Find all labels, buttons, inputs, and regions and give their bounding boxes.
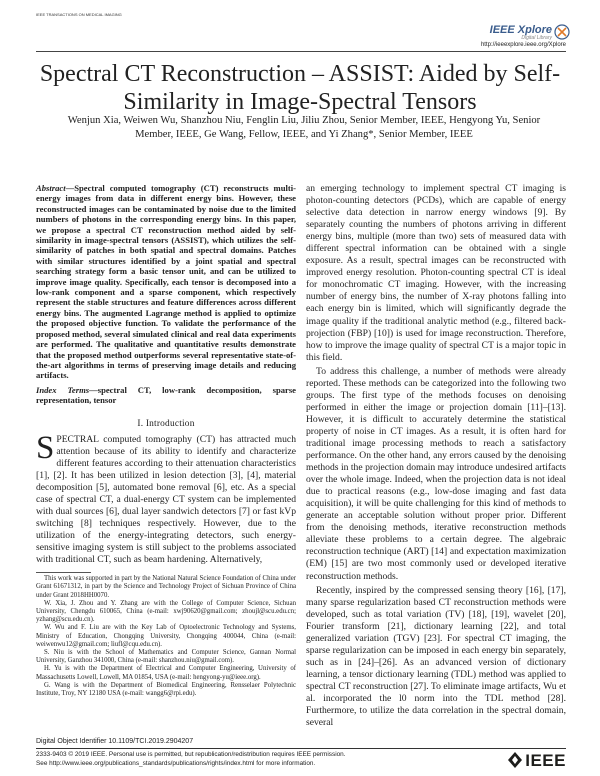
paper-title: Spectral CT Reconstruction – ASSIST: Aided by Self-Similarity in Image-Spectral Tensors: [39, 61, 561, 115]
ieee-xplore-brand: [490, 24, 552, 41]
copyright-line: 2333-9403 © 2019 IEEE. Personal use is permitted, but republication/redistribution requires IEEE permission.: [36, 751, 346, 758]
header-rule: [36, 51, 566, 52]
footnote-affiliation: H. Yu is with the Department of Electrical and Computer Engineering, University of Massachusetts Lowell, Lowell, MA 01854, USA (e-mail: hengyong-yu@ieee.org).: [36, 665, 296, 681]
right-column: [306, 183, 566, 729]
left-column: [36, 183, 296, 698]
body-paragraph: Recently, inspired by the compressed sensing theory [16], [17], many sparse regularization based CT reconstruction methods were developed, such as total variation (TV) [18], [19], wavelet [20], Fourier transform [21], dictionary learning [22], and total generalized variation (TGV) [23]. For spectral CT imaging, the sparse regularization can be imposed in each energy bin separately, such as in [24]–[26]. As an advanced version of dictionary learning, a tensor dictionary learning (TDL) method was applied to spectral CT reconstruction [27]. To eliminate image artifacts, Wu et al. incorporated the l0 norm into the TDL method [28]. Furthermore, to utilize the data correlation in the spectral domain, several: [306, 584, 566, 729]
footnote-affiliation: G. Wang is with the Department of Biomedical Engineering, Rensselaer Polytechnic Institute, Troy, NY 12180 USA (e-mail: wangg6@rpi.edu).: [36, 681, 296, 697]
index-terms-text: —spectral CT, low-rank decomposition, sparse representation, tensor: [36, 384, 296, 406]
journal-header: [36, 12, 126, 32]
intro-paragraph-text: PECTRAL computed tomography (CT) has attracted much attention because of its ability to identify and characterize different features according to their attenuation characteristics [1], [2]. It has been utilized in lesion detection [3], [4], material decomposition [5], automated bone removal [6], etc. As a special case of spectral CT, a dual-energy CT system can be implemented with dual sources [6], dual layer sandwich detectors [7] or fast kVp switching [8] techniques respectively. However, due to the utilization of the energy-integrating detectors, such energy-sensitive imaging system is still subject to the problems associated with traditional CT, such as beam hardening. Alternatively,: [36, 433, 296, 566]
footnote-affiliation: S. Niu is with the School of Mathematics and Computer Science, Gannan Normal University, Ganzhou 341000, China (e-mail: shanzhou.niu@gmail.com).: [36, 648, 296, 665]
footnotes: [36, 575, 296, 698]
abstract-text: —Spectral computed tomography (CT) reconstructs multi-energy images from data in different energy bins. However, these reconstructed images can be contaminated by noise due to the limited numbers of photons in the corresponding energy bins. In this paper, we propose a spectral CT reconstruction method aided by self-similarity in image-spectral tensors (ASSIST), which utilizes the self-similarity of patches in both spatial and spectral domains. Patches with similar structures identified by a joint spatial and spectral searching strategy form a basic tensor unit, and can be utilized to improve image quality. Specifically, each tensor is decomposed into a low-rank component and a sparse component, which respectively represent the stable structures and feature differences across different energy bins. The augmented Lagrange method is applied to optimize the proposed objective function. To validate the performance of the proposed method, several simulated clinical and real data experiments are performed. The qualitative and quantitative results demonstrate that the proposed method outperforms several representative state-of-the-art algorithms in terms of preserving image details and reducing artifacts.: [36, 183, 296, 381]
ieee-xplore-logo-icon: [554, 24, 570, 40]
index-terms: [36, 385, 296, 406]
brand-subtitle: Digital Library: [521, 35, 552, 41]
footnote-rule: [36, 572, 91, 573]
copyright-footer: [36, 751, 456, 768]
header-url[interactable]: http://ieeexplore.ieee.org/Xplore: [480, 42, 566, 48]
section-heading-introduction: I. Introduction: [137, 418, 195, 429]
footer-rule: [36, 748, 566, 749]
intro-paragraph: [36, 429, 296, 567]
body-paragraph: To address this challenge, a number of methods were already reported. These methods can be categorized into the following two groups. The first type of the methods focuses on denoising performed in either the image or projection domain [11]–[13]. However, it is difficult to accurately determine the statistical property of noise in CT images. As a result, it is often hard for traditional image processing methods to reach a satisfactory performance. On the other hand, any errors caused by the denoising methods in the projection domain may introduce undesired artifacts over the whole image. Indeed, when the projection data is not ideal due to practical reasons (e.g., low-dose imaging and fast data acquisition), it will be quite challenging for this kind of methods to generate an acceptable solution without proper prior. Different from the denoising methods, iterative reconstruction methods alleviate these problems to a certain degree. The algebraic reconstruction technique (ART) [14] and expectation maximization (EM) [15] are two most commonly used or developed iterative reconstruction methods.: [306, 365, 567, 582]
abstract: [36, 183, 296, 381]
rights-link[interactable]: See http://www.ieee.org/publications_standards/publications/rights/index.html for more information.: [36, 759, 316, 767]
ieee-diamond-icon: [508, 752, 522, 768]
footnote-funding: This work was supported in part by the National Natural Science Foundation of China under Grant 61671312, in part by the Science and Technology Project of Sichuan Province of China under Grant 2018HH0070.: [36, 575, 296, 599]
ieee-logo: IEEE: [525, 751, 566, 770]
journal-name: IEEE TRANSACTIONS ON MEDICAL IMAGING: [36, 12, 122, 17]
footnote-affiliation: W. Xia, J. Zhou and Y. Zhang are with the College of Computer Science, Sichuan University, Chengdu 610065, China (e-mail: xwj90620@gmail.com; zhoujl@scu.edu.cn; yzhang@scu.edu.cn).: [36, 599, 296, 624]
body-paragraph: an emerging technology to implement spectral CT imaging is photon-counting detectors (PCDs), which are capable of energy selective data detection in narrow energy windows [9]. By separately counting the numbers of photons arriving in different energy bins, multiple (more than two) sets of measured data with different spectral information can be obtained with a single exposure. As a result, spectral images can be reconstructed with improved energy resolution. Photon-counting spectral CT is ideal for monochromatic CT imaging. However, with the increasing number of energy bins, the number of X-ray photons falling into each energy bin is limited, which will significantly degrade the image quality if the traditional analytic method (e.g., filtered back-projection (FBP) [10]) is used for image reconstruction. Therefore, how to improve the image quality of spectral CT is a major topic in this field.: [306, 183, 566, 363]
abstract-label: Abstract: [36, 183, 66, 193]
author-list: Wenjun Xia, Weiwen Wu, Shanzhou Niu, Fenglin Liu, Jiliu Zhou, Senior Member, IEEE, Hengyong Yu, Senior Member, IEEE, Ge Wang, Fellow, IEEE, and Yi Zhang*, Senior Member, IEEE: [67, 115, 541, 140]
footnote-affiliation: W. Wu and F. Liu are with the Key Lab of Optoelectronic Technology and Systems, Ministry of Education, Chongqing University, Chongqing 400044, China (e-mail: weiwenwu12@gmail.com; liufl@cqu.edu.cn).: [36, 624, 296, 648]
brand-name: IEEE Xplore: [489, 24, 552, 36]
doi-line[interactable]: Digital Object Identifier 10.1109/TCI.2019.2904207: [36, 738, 194, 745]
index-terms-label: Index Terms: [36, 384, 90, 395]
drop-cap: S: [36, 429, 55, 466]
